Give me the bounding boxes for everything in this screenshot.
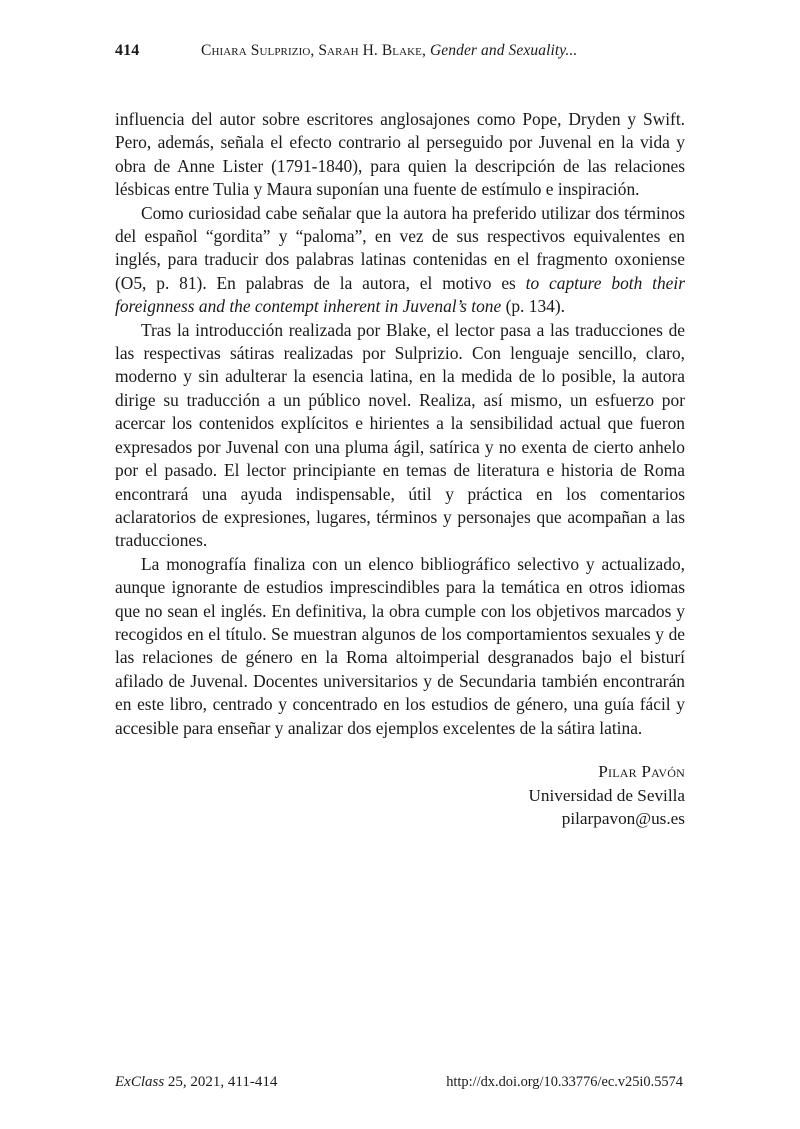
running-head-work: Gender and Sexuality... [429,42,578,59]
signature-email[interactable]: pilarpavon@us.es [561,809,685,829]
paragraph-2-lead: Como curiosidad cabe señalar que la autora ha preferido utilizar dos términos del español “gordita” y “paloma”, en vez de sus respectivos equivalentes en inglés, para traducir dos palabras latinas contenidas en el fragmento oxoniense (O5, p. 81). En palabras de la autora, el motivo es [115,202,685,293]
paragraph-2-quote: to capture both their foreignness and the contempt inherent in Juvenal’s tone [115,272,685,317]
journal-volume-pages: 25, 2021, 411-414 [164,1074,278,1090]
signature-block [115,760,685,831]
page-number: 414 [115,42,140,59]
footer-doi-link[interactable]: http://dx.doi.org/10.33776/ec.v25i0.5574 [446,1074,683,1090]
paragraph-3: Tras la introducción realizada por Blake, el lector pasa a las traducciones de las respectivas sátiras realizadas por Sulprizio. Con lenguaje sencillo, claro, moderno y sin adulterar la esencia latina, en la medida de lo posible, la autora dirige su traducción a un público novel. Realiza, así mismo, un esfuerzo por acercar los contenidos explícitos e hirientes a la sensibilidad actual que fueron expresados por Juvenal con una pluma ágil, satírica y no exenta de cierto anhelo por el pasado. El lector principiante en temas de literatura e historia de Roma encontrará una ayuda indispensable, útil y práctica en los comentarios aclaratorios de expresiones, lugares, términos y personajes que acompañan a las traducciones. [115,319,685,551]
signature-author: Pilar Pavón [598,762,685,781]
journal-name: ExClass [115,1074,165,1090]
paragraph-4: La monografía finaliza con un elenco bibliográfico selectivo y actualizado, aunque ignorante de estudios imprescindibles para la temática en otros idiomas que no sean el inglés. En definitiva, la obra cumple con los objetivos marcados y recogidos en el título. Se muestran algunos de los comportamientos sexuales y de las relaciones de género en la Roma altoimperial desgranados bajo el bisturí afilado de Juvenal. Docentes universitarios y de Secundaria también encontrarán en este libro, centrado y concentrado en los estudios de género, una guía fácil y accesible para enseñar y analizar dos ejemplos excelentes de la sátira latina. [115,553,685,738]
running-head-title [201,42,685,60]
footer-citation [115,1074,277,1091]
running-head-authors: Chiara Sulprizio, Sarah H. Blake, [201,42,426,59]
signature-affiliation: Universidad de Sevilla [528,785,685,805]
running-head [115,42,685,60]
paragraph-2 [115,202,685,319]
body-text [115,108,685,740]
paragraph-2-tail: (p. 134). [501,296,565,317]
page-footer [115,1074,685,1091]
paragraph-1: influencia del autor sobre escritores anglosajones como Pope, Dryden y Swift. Pero, además, señala el efecto contrario al perseguido por Juvenal en la vida y obra de Anne Lister (1791-1840), para quien la descripción de las relaciones lésbicas entre Tulia y Maura suponían una fuente de estímulo e inspiración. [115,109,685,200]
